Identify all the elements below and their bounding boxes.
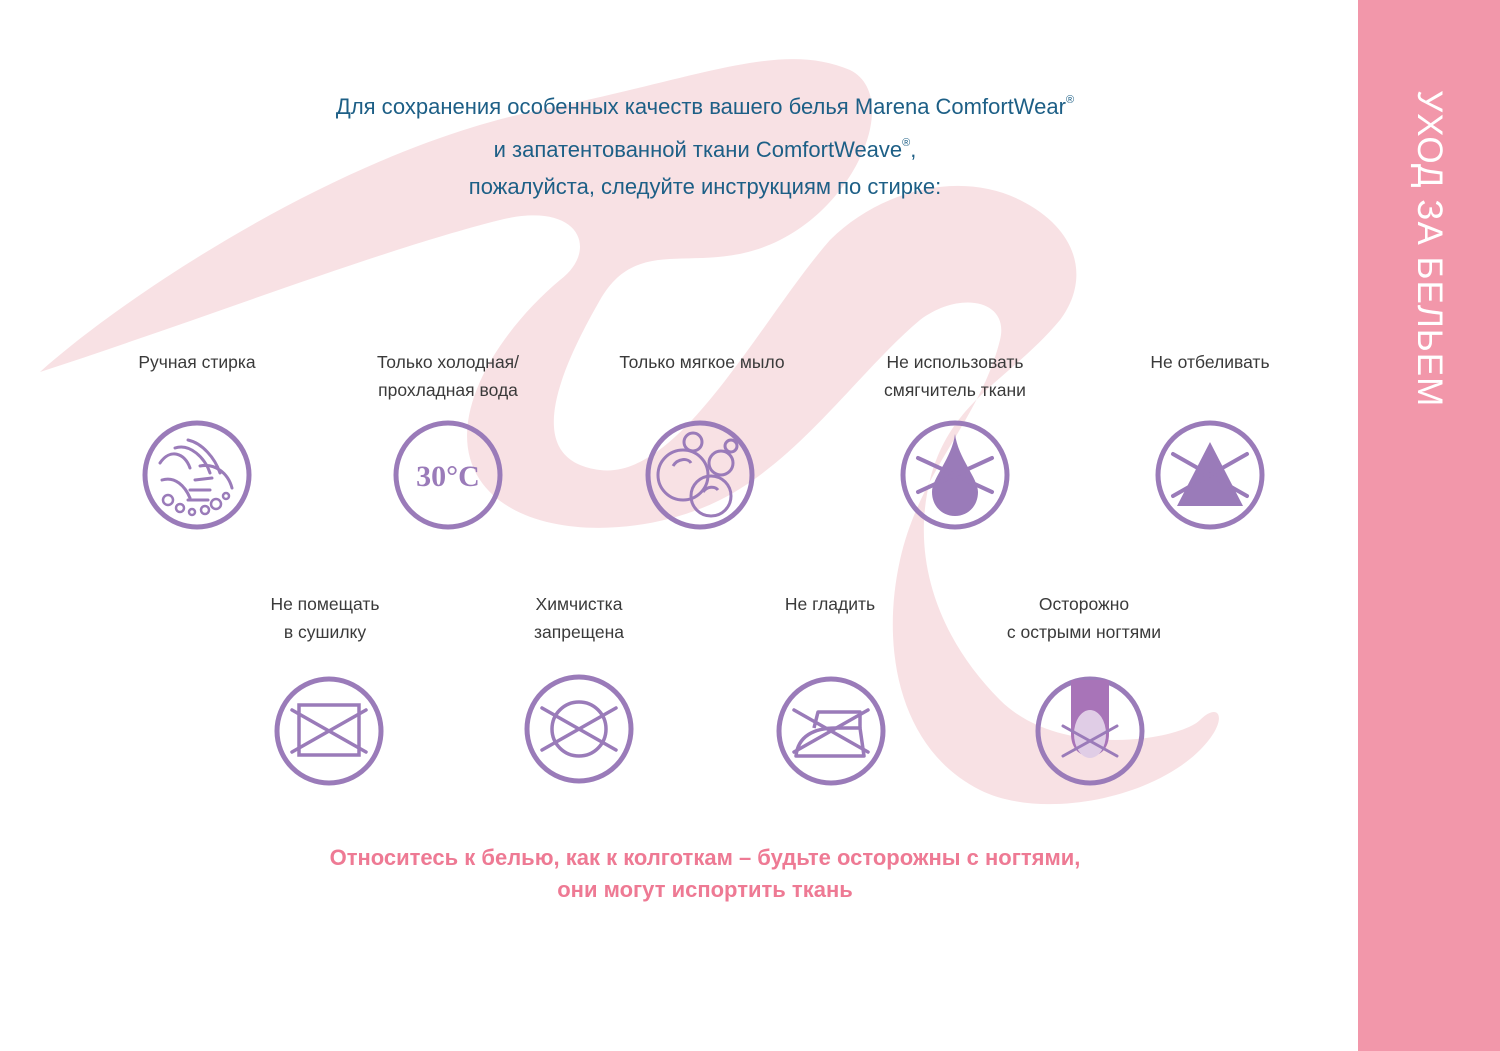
no-iron-icon <box>774 674 888 788</box>
care-item-cold-water <box>318 348 578 548</box>
footer-note-line-2: они могут испортить ткань <box>557 877 853 902</box>
registered-mark: ® <box>902 137 911 149</box>
care-label: Химчистка запрещена <box>533 594 625 642</box>
temperature-30-icon <box>391 418 505 532</box>
no-tumble-dry-icon <box>272 674 386 788</box>
care-item-hand-wash <box>67 348 327 548</box>
care-item-no-iron <box>700 590 960 790</box>
care-item-no-softener <box>825 348 1085 548</box>
care-label: Только холодная/ прохладная вода <box>376 352 520 400</box>
care-item-mild-soap <box>572 348 832 548</box>
soap-bubbles-icon <box>643 418 757 532</box>
footer-note-line-1: Относитесь к белью, как к колготкам – будьте осторожны с ногтями, <box>329 845 1081 870</box>
care-item-no-tumble-dry <box>195 590 455 790</box>
care-item-no-dry-clean <box>449 590 709 790</box>
care-label: Ручная стирка <box>138 352 256 372</box>
footer-note <box>230 842 1180 906</box>
temperature-value: 30°C <box>416 460 480 493</box>
care-label: Осторожно с острыми ногтями <box>1006 594 1162 642</box>
care-label: Не гладить <box>784 594 876 614</box>
care-label: Только мягкое мыло <box>619 352 785 372</box>
section-title: УХОД ЗА БЕЛЬЕМ <box>1410 90 1449 408</box>
care-label: Не использовать смягчитель ткани <box>884 352 1026 400</box>
no-bleach-icon <box>1153 418 1267 532</box>
care-label: Не отбеливать <box>1150 352 1270 372</box>
intro-line-2: и запатентованной ткани ComfortWeave®, <box>493 137 917 162</box>
careful-nails-icon <box>1033 674 1147 788</box>
care-item-careful-nails <box>954 590 1214 790</box>
intro-line-1: Для сохранения особенных качеств вашего белья Marena ComfortWear® <box>335 94 1075 119</box>
hand-wash-icon <box>140 418 254 532</box>
intro-line-3: пожалуйста, следуйте инструкциям по стирке: <box>468 174 942 199</box>
no-fabric-softener-icon <box>898 418 1012 532</box>
registered-mark: ® <box>1065 94 1075 106</box>
care-item-no-bleach <box>1080 348 1340 548</box>
care-label: Не помещать в сушилку <box>270 594 380 642</box>
no-dry-clean-icon <box>522 672 636 786</box>
intro-text <box>230 82 1180 205</box>
